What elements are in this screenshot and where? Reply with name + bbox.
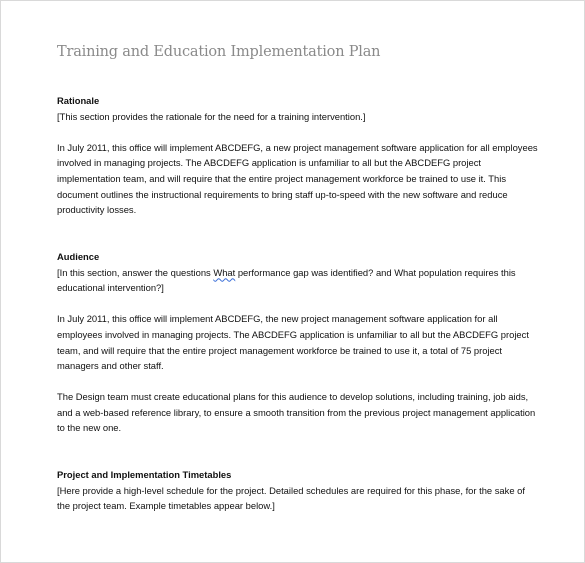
rationale-heading: Rationale	[57, 95, 100, 106]
paragraph-spacer	[57, 374, 547, 390]
paragraph-spacer	[57, 124, 547, 140]
audience-paragraph-line: In July 2011, this office will implement ABCDEFG, the new project management software application for all	[57, 313, 498, 325]
section-spacer	[57, 436, 547, 467]
audience-paragraph-line: to the new one.	[57, 422, 122, 434]
audience-paragraph-line: employees involved in managing projects. The ABCDEFG application is unfamiliar to all but the ABCDEFG project	[57, 328, 529, 340]
rationale-paragraph-line: involved in managing projects. The ABCDEFG application is unfamiliar to all but the ABCDEFG project	[57, 157, 481, 169]
timetables-heading: Project and Implementation Timetables	[57, 469, 232, 481]
rationale-paragraph-line: document outlines the instructional requirements to bring staff up-to-speed with the new software and reduce	[57, 188, 508, 200]
audience-heading: Audience	[57, 250, 100, 262]
audience-paragraph-line: The Design team must create educational plans for this audience to develop solutions, including training, job aids,	[57, 391, 529, 403]
audience-paragraph-line: and a web-based reference library, to ensure a smooth transition from the previous project management application	[57, 406, 536, 418]
document-body	[57, 93, 547, 514]
rationale-paragraph-line: implementation team, and will require that the entire project management workforce be trained to use it. This	[57, 172, 507, 184]
rationale-section	[57, 93, 547, 218]
rationale-paragraph-line: In July 2011, this office will implement ABCDEFG, a new project management software application for all employees	[57, 141, 538, 153]
audience-instruction-text: performance gap was identified? and What population requires this	[235, 266, 516, 278]
spelling-flagged-word: What	[213, 266, 236, 278]
audience-instruction	[57, 265, 547, 281]
audience-instruction-text: [In this section, answer the questions	[57, 266, 214, 278]
timetables-instruction-line: [Here provide a high-level schedule for the project. Detailed schedules are required for this phase, for the sake of	[57, 484, 525, 496]
timetables-section	[57, 467, 547, 514]
audience-paragraph-line: managers and other staff.	[57, 360, 164, 372]
document-title: Training and Education Implementation Plan	[57, 44, 381, 60]
rationale-instruction: [This section provides the rationale for the need for a training intervention.]	[57, 110, 366, 122]
section-spacer	[57, 218, 547, 249]
timetables-instruction-line: the project team. Example timetables appear below.]	[57, 500, 275, 512]
audience-paragraph-line: team, and will require that the entire project management workforce be trained to use it, a total of 75 project	[57, 344, 503, 356]
audience-instruction-line: educational intervention?]	[57, 282, 164, 294]
rationale-paragraph-line: productivity losses.	[57, 204, 137, 216]
audience-section	[57, 249, 547, 436]
paragraph-spacer	[57, 296, 547, 312]
